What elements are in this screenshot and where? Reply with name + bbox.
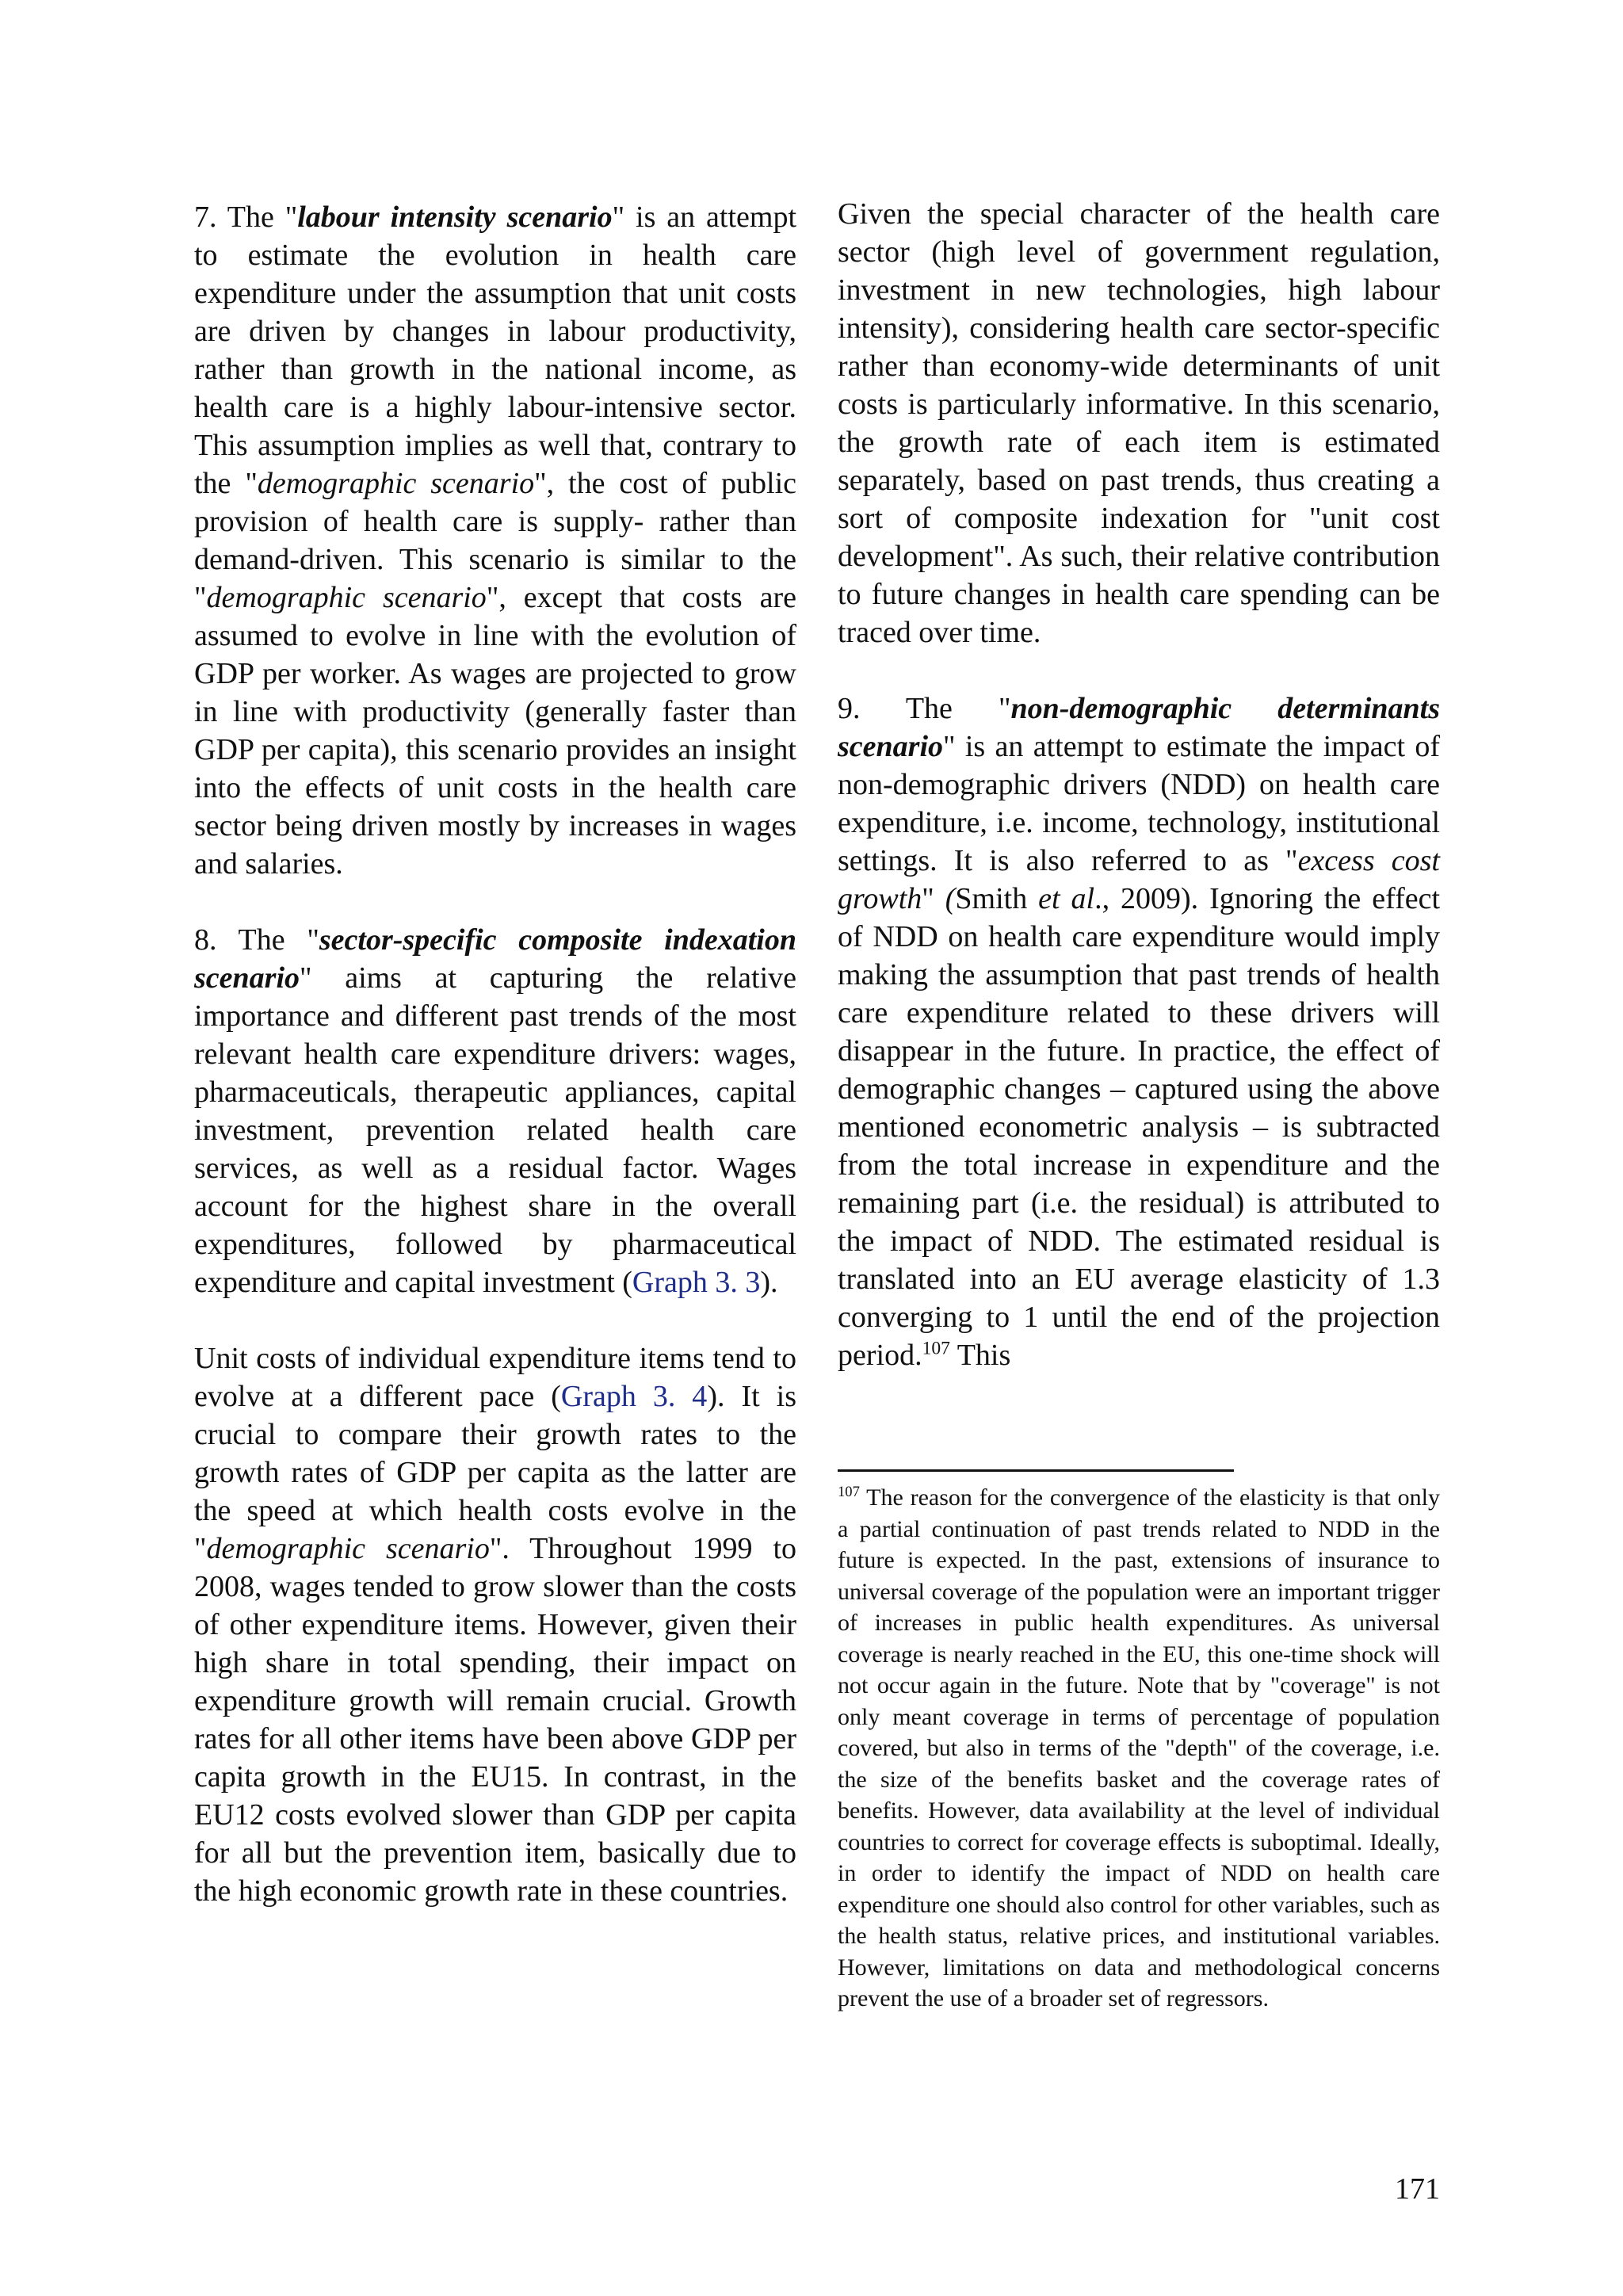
text: " is an attempt to estimate the evolution in health care expenditure under the assumption that unit costs are driven by changes in labour productivity, rather than growth in the national income, as health care is a highly labour-intensive sector. This assumption implies as well that, contrary to the " — [194, 201, 797, 500]
text: ", except that costs are assumed to evolve in line with the evolution of GDP per worker. As wages are projected to grow in line with productivity (generally faster than GDP per capita), this scenario provides an insight into the effects of unit costs in the health care sector being driven mostly by increases in wages and salaries. — [194, 581, 796, 881]
text: ). — [760, 1266, 778, 1299]
text: 7. The " — [194, 201, 298, 234]
footnote-107 — [838, 1482, 1440, 2015]
text: Unit costs of individual expenditure items tend to evolve at a different pace ( — [194, 1342, 796, 1413]
text: Smith — [955, 882, 1039, 915]
text: ". Throughout 1999 to 2008, wages tended to grow slower than the costs of other expenditure items. However, given their high share in total spending, their impact on expenditure growth will remain crucial. Growth rates for all other items have been above GDP per capita growth in the EU15. In contrast, in the EU12 costs evolved slower than GDP per capita for all but the prevention item, basically due to the high economic growth rate in these countries. — [194, 1532, 797, 1908]
term-excess-cost-growth: excess cost growth — [838, 844, 1440, 915]
text: ., 2009). Ignoring the effect of NDD on health care expenditure would imply making the assumption that past trends of health care expenditure related to these drivers will disappear in the future. In practice, the effect of demographic changes – captured using the above mentioned econometric analysis – is subtracted from the total increase in expenditure and the remaining part (i.e. the residual) is attributed to the impact of NDD. The estimated residual is translated into an EU average elasticity of 1.3 converging to 1 until the end of the projection period. — [838, 882, 1441, 1372]
term-demographic-scenario: demographic scenario — [206, 1532, 490, 1565]
paragraph-8 — [194, 921, 796, 1301]
text: 9. The " — [838, 692, 1011, 725]
term-non-demographic-scenario: non-demographic determinants scenario — [838, 692, 1440, 763]
footnote-separator — [838, 1469, 1234, 1472]
paragraph-9 — [838, 690, 1440, 1374]
et-al: et al — [1038, 882, 1095, 915]
left-column — [194, 198, 796, 1948]
term-demographic-scenario: demographic scenario — [257, 467, 535, 500]
text: 8. The " — [194, 923, 319, 957]
paragraph-7 — [194, 198, 796, 883]
text: ). It is crucial to compare their growth rates to the growth rates of GDP per capita as the latter are the speed at which health costs evolve in the " — [194, 1380, 796, 1565]
footnote-ref-107[interactable]: 107 — [922, 1338, 950, 1359]
page-number: 171 — [1395, 2172, 1440, 2206]
paragraph-unit-costs — [194, 1339, 796, 1910]
right-column — [838, 195, 1440, 1412]
text: " aims at capturing the relative importance and different past trends of the most relevant health care expenditure drivers: wages, pharmaceuticals, therapeutic appliances, capital investment, prevention related health care services, as well as a residual factor. Wages account for the highest share in the overall expenditures, followed by pharmaceutical expenditure and capital investment ( — [194, 961, 796, 1299]
text: This — [949, 1339, 1011, 1372]
term-demographic-scenario: demographic scenario — [206, 581, 487, 614]
text: ( — [945, 882, 956, 915]
paragraph-continued: Given the special character of the health care sector (high level of government regulation, investment in new technologies, high labour intensity), considering health care sector-specific rather than economy-wide determinants of unit costs is particularly informative. In this scenario, the growth rate of each item is estimated separately, based on past trends, thus creating a sort of composite indexation for "unit cost development". As such, their relative contribution to future changes in health care spending can be traced over time. — [838, 197, 1440, 649]
term-sector-specific-scenario: sector-specific composite indexation scenario — [194, 923, 796, 995]
term-labour-intensity-scenario: labour intensity scenario — [297, 201, 613, 234]
text: ", the cost of public provision of health care is supply- rather than demand-driven. This scenario is similar to the " — [194, 467, 797, 614]
graph-3-3-link[interactable]: Graph 3. 3 — [632, 1266, 761, 1299]
graph-3-4-link[interactable]: Graph 3. 4 — [560, 1380, 708, 1413]
footnote-number: 107 — [838, 1484, 860, 1500]
text: " — [922, 882, 945, 915]
text: " is an attempt to estimate the impact of non-demographic drivers (NDD) on health care expenditure, i.e. income, technology, institutional settings. It is also referred to as " — [838, 730, 1440, 877]
footnote-text: The reason for the convergence of the elasticity is that only a partial continuation of past trends related to NDD in the future is expected. In the past, extensions of insurance to universal coverage of the population were an important trigger of increases in public health expenditures. As universal coverage is nearly reached in the EU, this one-time shock will not occur again in the future. Note that by "coverage" is not only meant coverage in terms of percentage of population covered, but also in terms of the "depth" of the coverage, i.e. the size of the benefits basket and the coverage rates of benefits. However, data availability at the level of individual countries to correct for coverage effects is suboptimal. Ideally, in order to identify the impact of NDD on health care expenditure one should also control for other variables, such as the health status, relative prices, and institutional variables. However, limitations on data and methodological concerns prevent the use of a broader set of regressors. — [838, 1484, 1440, 2011]
